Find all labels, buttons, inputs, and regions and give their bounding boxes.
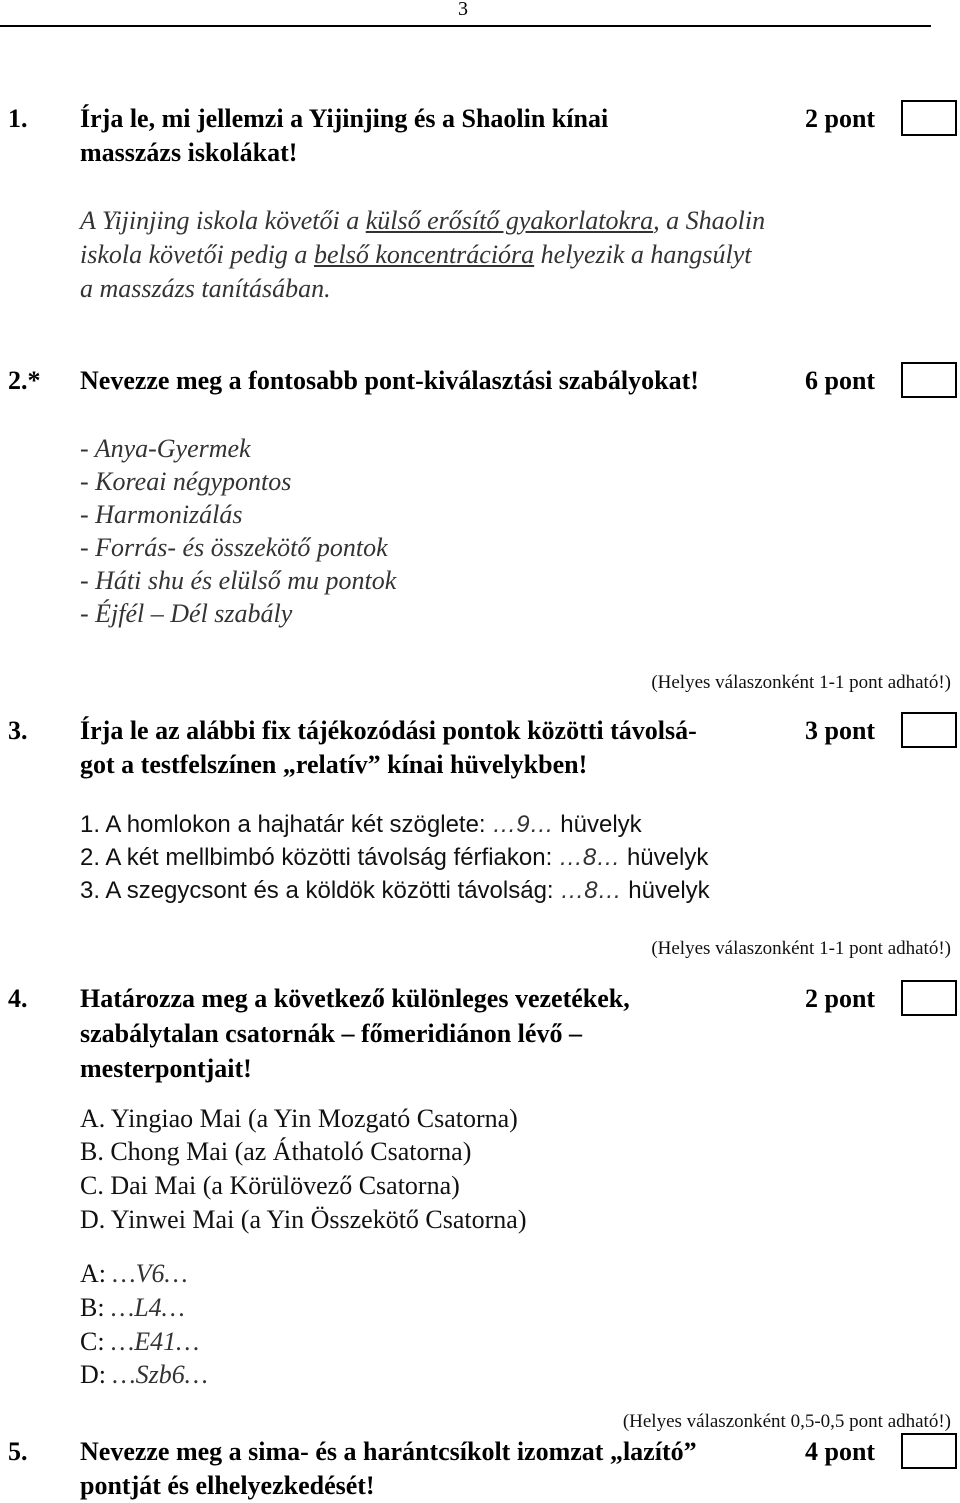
q4-text-line3: mesterpontjait!	[80, 1054, 252, 1083]
q2-number: 2.*	[8, 366, 41, 395]
q1-score-box[interactable]	[901, 100, 957, 136]
q2-answer-item: - Koreai négypontos	[80, 467, 292, 496]
q3-points: 3 pont	[805, 716, 876, 745]
q2-answer-item: - Forrás- és összekötő pontok	[80, 533, 388, 562]
q3-answer-value: …8…	[560, 877, 622, 904]
q3-number: 3.	[8, 716, 28, 745]
q4-points: 2 pont	[805, 984, 876, 1013]
page-number: 3	[458, 0, 468, 20]
q4-option: B. Chong Mai (az Áthatoló Csatorna)	[80, 1137, 472, 1166]
q4-answer: B: …L4…	[80, 1293, 185, 1322]
q3-answer-value: …9…	[492, 811, 554, 838]
q1-points: 2 pont	[805, 104, 876, 133]
q1-answer-line1: A Yijinjing iskola követői a külső erősítő gyakorlatokra, a Shaolin	[80, 206, 766, 235]
q4-option: D. Yinwei Mai (a Yin Összekötő Csatorna)	[80, 1205, 527, 1234]
q4-answer-value: …V6…	[112, 1259, 188, 1288]
q5-number: 5.	[8, 1437, 28, 1466]
q4-answer: A: …V6…	[80, 1259, 188, 1288]
q3-text-line1: Írja le az alábbi fix tájékozódási pontok közötti távolsá-	[80, 716, 697, 745]
q2-text: Nevezze meg a fontosabb pont-kiválasztási szabályokat!	[80, 366, 699, 395]
q2-scoring-note: (Helyes válaszonként 1-1 pont adható!)	[651, 672, 951, 693]
q4-score-box[interactable]	[901, 980, 957, 1016]
q4-answer-value: …L4…	[111, 1293, 185, 1322]
q4-answer-value: …E41…	[111, 1327, 200, 1356]
q4-text-line2: szabálytalan csatornák – főmeridiánon lévő –	[80, 1019, 582, 1048]
q4-answer: D: …Szb6…	[80, 1360, 208, 1389]
q2-score-box[interactable]	[901, 362, 957, 398]
q5-text-line1: Nevezze meg a sima- és a harántcsíkolt izomzat „lazító”	[80, 1437, 697, 1466]
q4-number: 4.	[8, 984, 28, 1013]
q5-text-line2: pontját és elhelyezkedését!	[80, 1471, 375, 1500]
q5-score-box[interactable]	[901, 1433, 957, 1469]
q2-points: 6 pont	[805, 366, 876, 395]
q2-answer-item: - Háti shu és elülső mu pontok	[80, 566, 397, 595]
q3-item: 1. A homlokon a hajhatár két szöglete: …9… hüvelyk	[80, 811, 642, 838]
q4-scoring-note: (Helyes válaszonként 0,5-0,5 pont adható!)	[622, 1411, 951, 1432]
q1-answer-line2: iskola követői pedig a belső koncentrációra helyezik a hangsúlyt	[80, 240, 752, 269]
q4-option: C. Dai Mai (a Körülövező Csatorna)	[80, 1171, 460, 1200]
q4-option: A. Yingiao Mai (a Yin Mozgató Csatorna)	[80, 1104, 518, 1133]
q2-answer-item: - Éjfél – Dél szabály	[80, 599, 293, 628]
header-rule	[0, 25, 931, 27]
q1-text-line2: masszázs iskolákat!	[80, 138, 298, 167]
q3-item: 2. A két mellbimbó közötti távolság férfiakon: …8… hüvelyk	[80, 844, 709, 871]
q3-text-line2: got a testfelszínen „relatív” kínai hüvelykben!	[80, 750, 588, 779]
q3-scoring-note: (Helyes válaszonként 1-1 pont adható!)	[651, 938, 951, 959]
q1-number: 1.	[8, 104, 28, 133]
q3-score-box[interactable]	[901, 712, 957, 748]
q5-points: 4 pont	[805, 1437, 876, 1466]
q1-text-line1: Írja le, mi jellemzi a Yijinjing és a Shaolin kínai	[80, 104, 609, 133]
q4-text-line1: Határozza meg a következő különleges vezetékek,	[80, 984, 630, 1013]
q1-answer-line3: a masszázs tanításában.	[80, 274, 331, 303]
q2-answer-item: - Harmonizálás	[80, 500, 243, 529]
q3-item: 3. A szegycsont és a köldök közötti távolság: …8… hüvelyk	[80, 877, 710, 904]
q4-answer-value: …Szb6…	[112, 1360, 208, 1389]
q3-answer-value: …8…	[558, 844, 621, 871]
q4-answer: C: …E41…	[80, 1327, 200, 1356]
q2-answer-item: - Anya-Gyermek	[80, 434, 251, 463]
